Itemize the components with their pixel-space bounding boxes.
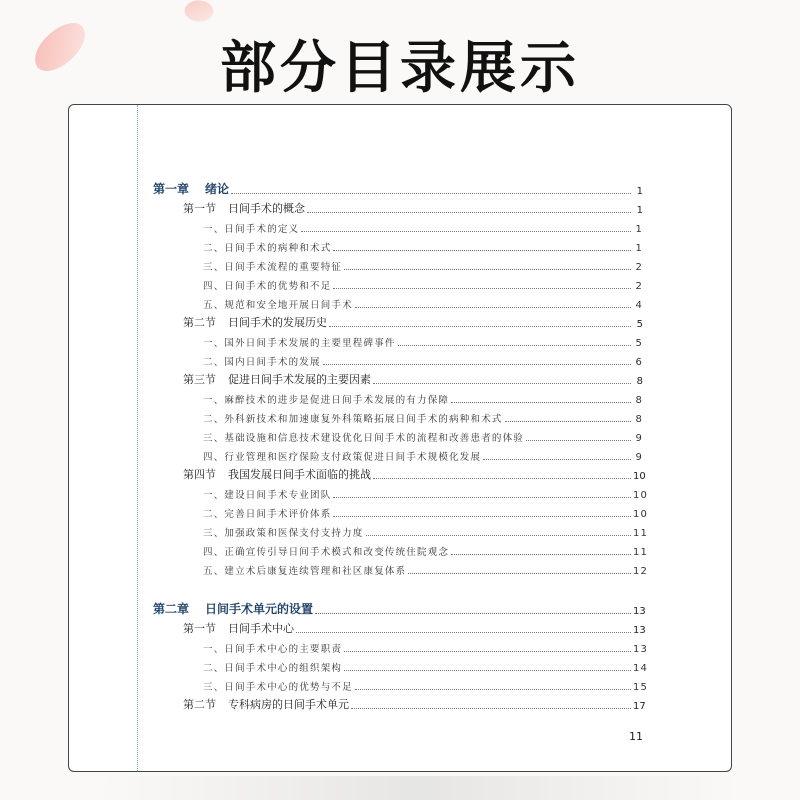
section-title: 专科病房的日间手术单元: [228, 698, 349, 711]
table-of-contents: [153, 171, 649, 712]
toc-section: [153, 617, 646, 636]
dot-leader: [344, 669, 631, 671]
page-number: 11: [629, 730, 643, 743]
item-title: 四、行业管理和医疗保险支付政策促进日间手术规模化发展: [203, 452, 482, 463]
dot-leader: [526, 439, 631, 441]
dot-leader: [351, 707, 631, 709]
toc-chapter: [153, 171, 643, 197]
section-number: 第一节: [183, 622, 216, 635]
dot-leader: [344, 650, 631, 652]
toc-item: [153, 482, 649, 501]
page-ref: 5: [636, 319, 643, 330]
item-title: 二、日间手术中心的组织架构: [203, 663, 343, 674]
toc-item: [153, 330, 643, 349]
item-title: 一、国外日间手术发展的主要里程碑事件: [203, 338, 396, 349]
page-ref: 13: [633, 625, 646, 636]
section-title: 促进日间手术发展的主要因素: [228, 373, 371, 386]
dot-leader: [398, 344, 631, 346]
toc-item: [153, 349, 643, 368]
item-title: 二、国内日间手术的发展: [203, 357, 321, 368]
page-ref: 9: [635, 433, 643, 444]
page-ref: 12: [633, 566, 649, 577]
page-ref: 14: [633, 663, 649, 674]
page-ref: 8: [635, 414, 643, 425]
toc-item: [153, 444, 643, 463]
page-ref: 1: [635, 224, 643, 235]
page-ref: 1: [635, 243, 643, 254]
item-title: 五、规范和安全地开展日间手术: [203, 300, 353, 311]
margin-line: [137, 105, 138, 771]
page-ref: 10: [633, 471, 646, 482]
page-ref: 4: [635, 300, 643, 311]
section-title: 日间手术的发展历史: [228, 316, 327, 329]
dot-leader: [373, 382, 631, 384]
page-ref: 1: [636, 205, 643, 216]
item-title: 三、加强政策和医保支付支持力度: [203, 528, 364, 539]
toc-item: [153, 674, 649, 693]
chapter-number: 第一章: [153, 182, 190, 196]
dot-leader: [451, 553, 631, 555]
section-number: 第四节: [183, 468, 216, 481]
item-title: 一、建设日间手术专业团队: [203, 490, 332, 501]
item-title: 二、日间手术的病种和术式: [203, 243, 332, 254]
item-title: 四、正确宣传引导日间手术模式和改变传统住院观念: [203, 547, 450, 558]
toc-item: [153, 273, 643, 292]
dot-leader: [307, 211, 631, 213]
toc-section: [153, 197, 643, 216]
toc-item: [153, 520, 649, 539]
book-page: [68, 104, 732, 772]
toc-section: [153, 368, 643, 387]
page-ref: 11: [633, 547, 649, 558]
page-ref: 13: [633, 606, 646, 617]
toc-item: [153, 655, 649, 674]
page-ref: 13: [633, 644, 649, 655]
dot-leader: [483, 458, 631, 460]
page-title: 部分目录展示: [220, 36, 580, 101]
dot-leader: [333, 249, 631, 251]
section-number: 第一节: [183, 202, 216, 215]
chapter-title: 绪论: [205, 182, 230, 196]
dot-leader: [451, 401, 631, 403]
page-ref: 10: [633, 490, 649, 501]
toc-item: [153, 254, 643, 273]
page-ref: 17: [633, 701, 646, 712]
dot-leader: [329, 325, 631, 327]
dot-leader: [323, 363, 631, 365]
toc-item: [153, 636, 649, 655]
toc-item: [153, 501, 649, 520]
page-ref: 9: [635, 452, 643, 463]
dot-leader: [373, 477, 631, 479]
bottom-decoration: [100, 776, 740, 800]
dot-leader: [505, 420, 631, 422]
item-title: 一、麻醉技术的进步是促进日间手术发展的有力保障: [203, 395, 450, 406]
toc-chapter: [153, 591, 646, 617]
page-ref: 2: [635, 281, 643, 292]
page-ref: 10: [633, 509, 649, 520]
dot-leader: [315, 612, 631, 614]
toc-item: [153, 406, 643, 425]
toc-item: [153, 558, 649, 577]
dot-leader: [333, 287, 631, 289]
page-ref: 1: [636, 186, 643, 197]
page-ref: 5: [635, 338, 643, 349]
page-ref: 2: [635, 262, 643, 273]
item-title: 一、日间手术中心的主要职责: [203, 644, 343, 655]
item-title: 三、日间手术流程的重要特征: [203, 262, 343, 273]
dot-leader: [355, 306, 631, 308]
toc-item: [153, 216, 643, 235]
section-number: 第二节: [183, 698, 216, 711]
section-number: 第二节: [183, 316, 216, 329]
dot-leader: [333, 515, 631, 517]
item-title: 四、日间手术的优势和不足: [203, 281, 332, 292]
chapter-title: 日间手术单元的设置: [205, 602, 314, 616]
section-title: 日间手术中心: [228, 622, 294, 635]
item-title: 三、日间手术中心的优势与不足: [203, 682, 353, 693]
toc-section: [153, 463, 646, 482]
dot-leader: [296, 631, 631, 633]
section-title: 日间手术的概念: [228, 202, 305, 215]
dot-leader: [366, 534, 631, 536]
item-title: 三、基础设施和信息技术建设优化日间手术的流程和改善患者的体验: [203, 433, 525, 444]
dot-leader: [408, 572, 631, 574]
dot-leader: [231, 192, 631, 194]
toc-item: [153, 235, 643, 254]
section-title: 我国发展日间手术面临的挑战: [228, 468, 371, 481]
toc-item: [153, 539, 649, 558]
page-ref: 8: [636, 376, 643, 387]
toc-section: [153, 311, 643, 330]
item-title: 一、日间手术的定义: [203, 224, 300, 235]
page-ref: 6: [635, 357, 643, 368]
toc-section: [153, 693, 646, 712]
page-ref: 11: [633, 528, 649, 539]
petal-decoration: [182, 0, 216, 26]
dot-leader: [355, 688, 631, 690]
toc-item: [153, 387, 643, 406]
section-number: 第三节: [183, 373, 216, 386]
item-title: 二、完善日间手术评价体系: [203, 509, 332, 520]
item-title: 五、建立术后康复连续管理和社区康复体系: [203, 566, 407, 577]
dot-leader: [333, 496, 631, 498]
dot-leader: [344, 268, 631, 270]
toc-item: [153, 292, 643, 311]
page-ref: 8: [635, 395, 643, 406]
page-ref: 15: [633, 682, 649, 693]
chapter-number: 第二章: [153, 602, 190, 616]
dot-leader: [301, 230, 631, 232]
toc-item: [153, 425, 643, 444]
item-title: 二、外科新技术和加速康复外科策略拓展日间手术的病种和术式: [203, 414, 503, 425]
